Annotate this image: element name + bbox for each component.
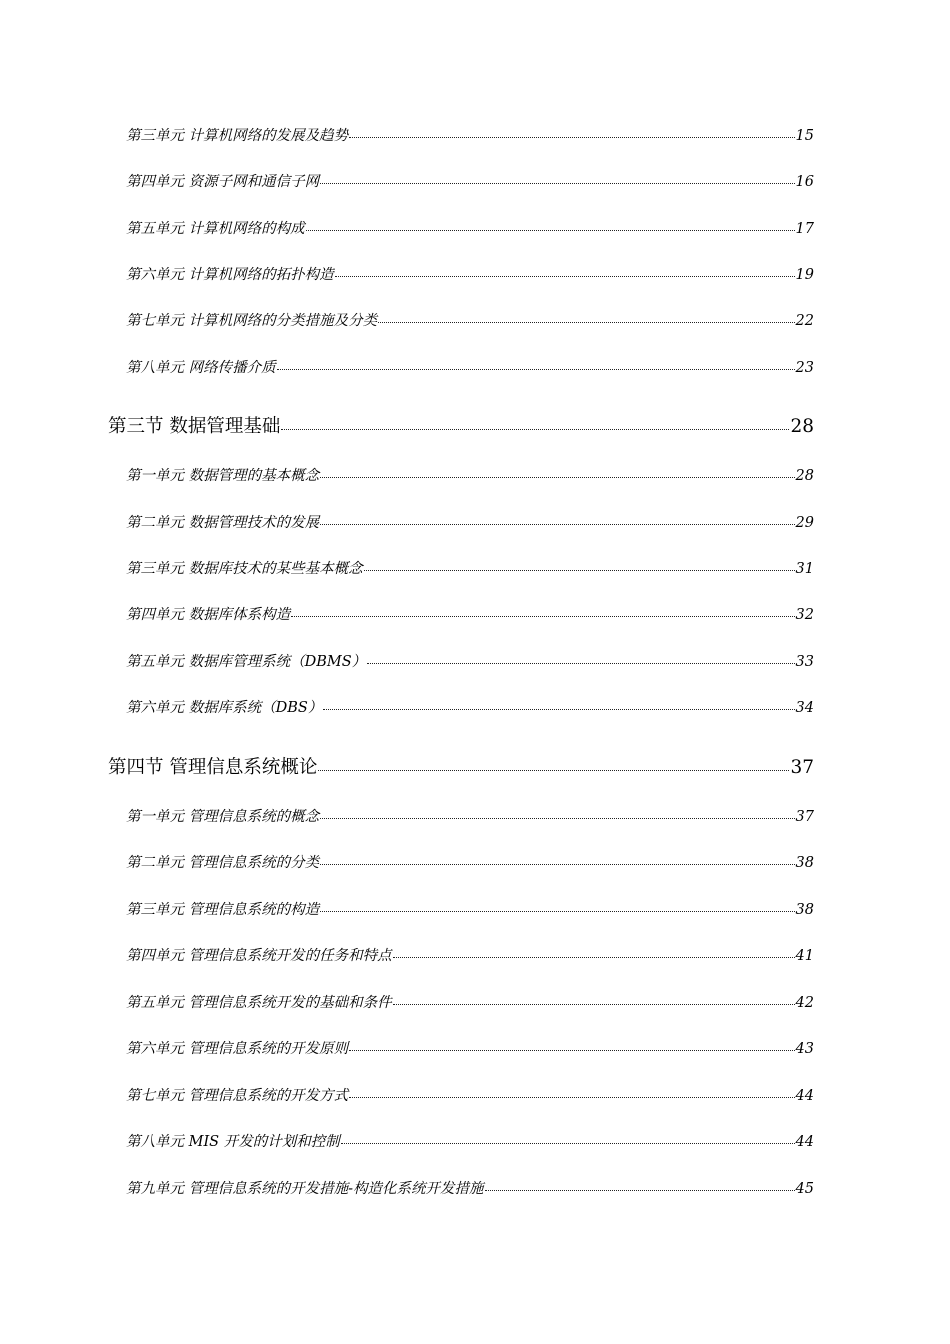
toc-entry[interactable] bbox=[126, 310, 814, 332]
toc-section-page: 37 bbox=[790, 757, 814, 778]
toc-entry-page: 23 bbox=[795, 360, 814, 376]
toc-entry-page: 28 bbox=[795, 468, 814, 484]
toc-entry[interactable] bbox=[126, 604, 814, 626]
toc-entry-label: 第二单元 数据管理技术的发展 bbox=[126, 515, 320, 531]
toc-entry-page: 37 bbox=[795, 809, 814, 825]
toc-entry-page: 22 bbox=[795, 313, 814, 329]
dot-leader bbox=[320, 807, 794, 822]
toc-entry[interactable] bbox=[126, 1178, 814, 1200]
dot-leader bbox=[320, 513, 794, 528]
toc-entry[interactable] bbox=[126, 558, 814, 580]
toc-entry-label: 第八单元 网络传播介质 bbox=[126, 360, 276, 376]
dot-leader bbox=[277, 358, 795, 373]
toc-entry-page: 16 bbox=[795, 174, 814, 190]
toc-entry-label: 第六单元 计算机网络的拓扑构造 bbox=[126, 267, 334, 283]
toc-entry[interactable] bbox=[126, 992, 814, 1014]
toc-entry[interactable] bbox=[126, 1038, 814, 1060]
toc-entry-label: 第五单元 数据库管理系统（DBMS） bbox=[126, 654, 367, 670]
dot-leader bbox=[341, 1132, 795, 1147]
toc-entry[interactable] bbox=[126, 171, 814, 193]
dot-leader bbox=[393, 993, 795, 1008]
toc-entry-label: 第五单元 管理信息系统开发的基础和条件 bbox=[126, 995, 392, 1011]
dot-leader bbox=[378, 311, 794, 326]
toc-entry[interactable] bbox=[126, 1085, 814, 1107]
toc-entry-label: 第八单元 MIS 开发的计划和控制 bbox=[126, 1134, 340, 1150]
toc-section-entry[interactable] bbox=[108, 754, 814, 782]
toc-entry-page: 42 bbox=[795, 995, 814, 1011]
toc-entry-label: 第六单元 管理信息系统的开发原则 bbox=[126, 1041, 349, 1057]
toc-entry[interactable] bbox=[126, 512, 814, 534]
toc-entry-page: 45 bbox=[795, 1181, 814, 1197]
toc-entry[interactable] bbox=[126, 651, 814, 673]
toc-entry-page: 41 bbox=[795, 948, 814, 964]
toc-entry-page: 32 bbox=[795, 607, 814, 623]
toc-entry-page: 29 bbox=[795, 515, 814, 531]
toc-entry-label: 第七单元 计算机网络的分类措施及分类 bbox=[126, 313, 378, 329]
toc-entry-label: 第四单元 资源子网和通信子网 bbox=[126, 174, 320, 190]
toc-entry-label: 第三单元 计算机网络的发展及趋势 bbox=[126, 128, 349, 144]
dot-leader bbox=[349, 1039, 794, 1054]
toc-entry[interactable] bbox=[126, 125, 814, 147]
toc-entry[interactable] bbox=[126, 945, 814, 967]
dot-leader bbox=[349, 1086, 794, 1101]
toc-entry-page: 34 bbox=[795, 700, 814, 716]
toc-entry-page: 19 bbox=[795, 267, 814, 283]
toc-entry[interactable] bbox=[126, 357, 814, 379]
toc-entry-label: 第三单元 数据库技术的某些基本概念 bbox=[126, 561, 363, 577]
toc-entry[interactable] bbox=[126, 899, 814, 921]
dot-leader bbox=[335, 265, 795, 280]
toc-section-label: 第三节 数据管理基础 bbox=[108, 416, 281, 437]
toc-entry-page: 31 bbox=[795, 561, 814, 577]
dot-leader bbox=[320, 466, 794, 481]
toc-entry-page: 38 bbox=[795, 855, 814, 871]
dot-leader bbox=[281, 414, 789, 433]
dot-leader bbox=[306, 219, 795, 234]
dot-leader bbox=[320, 853, 794, 868]
dot-leader bbox=[393, 946, 795, 961]
dot-leader bbox=[320, 900, 794, 915]
dot-leader bbox=[349, 126, 794, 141]
toc-entry[interactable] bbox=[126, 806, 814, 828]
toc-entry-page: 43 bbox=[795, 1041, 814, 1057]
toc-section-label: 第四节 管理信息系统概论 bbox=[108, 757, 318, 778]
toc-entry-label: 第一单元 管理信息系统的概念 bbox=[126, 809, 320, 825]
dot-leader bbox=[485, 1179, 795, 1194]
toc-entry-page: 44 bbox=[795, 1088, 814, 1104]
toc-entry-label: 第五单元 计算机网络的构成 bbox=[126, 221, 305, 237]
toc-entry-label: 第一单元 数据管理的基本概念 bbox=[126, 468, 320, 484]
dot-leader bbox=[323, 698, 794, 713]
toc-entry[interactable] bbox=[126, 264, 814, 286]
toc-entry[interactable] bbox=[126, 697, 814, 719]
toc-entry[interactable] bbox=[126, 852, 814, 874]
toc-section-entry[interactable] bbox=[108, 413, 814, 441]
dot-leader bbox=[291, 605, 794, 620]
toc-entry[interactable] bbox=[126, 1131, 814, 1153]
toc-entry-page: 15 bbox=[795, 128, 814, 144]
toc-entry-page: 33 bbox=[795, 654, 814, 670]
dot-leader bbox=[320, 172, 794, 187]
toc-entry-page: 38 bbox=[795, 902, 814, 918]
toc-entry-page: 44 bbox=[795, 1134, 814, 1150]
toc-entry-label: 第九单元 管理信息系统的开发措施-构造化系统开发措施 bbox=[126, 1181, 484, 1197]
toc-section-page: 28 bbox=[790, 416, 814, 437]
dot-leader bbox=[364, 559, 795, 574]
toc-entry[interactable] bbox=[126, 218, 814, 240]
toc-entry-label: 第三单元 管理信息系统的构造 bbox=[126, 902, 320, 918]
toc-entry-label: 第七单元 管理信息系统的开发方式 bbox=[126, 1088, 349, 1104]
toc-entry-label: 第四单元 数据库体系构造 bbox=[126, 607, 291, 623]
toc-entry-label: 第二单元 管理信息系统的分类 bbox=[126, 855, 320, 871]
dot-leader bbox=[367, 652, 794, 667]
toc-entry-label: 第六单元 数据库系统（DBS） bbox=[126, 700, 323, 716]
toc-entry-page: 17 bbox=[795, 221, 814, 237]
toc-entry-label: 第四单元 管理信息系统开发的任务和特点 bbox=[126, 948, 392, 964]
toc-entry[interactable] bbox=[126, 465, 814, 487]
dot-leader bbox=[318, 755, 789, 774]
